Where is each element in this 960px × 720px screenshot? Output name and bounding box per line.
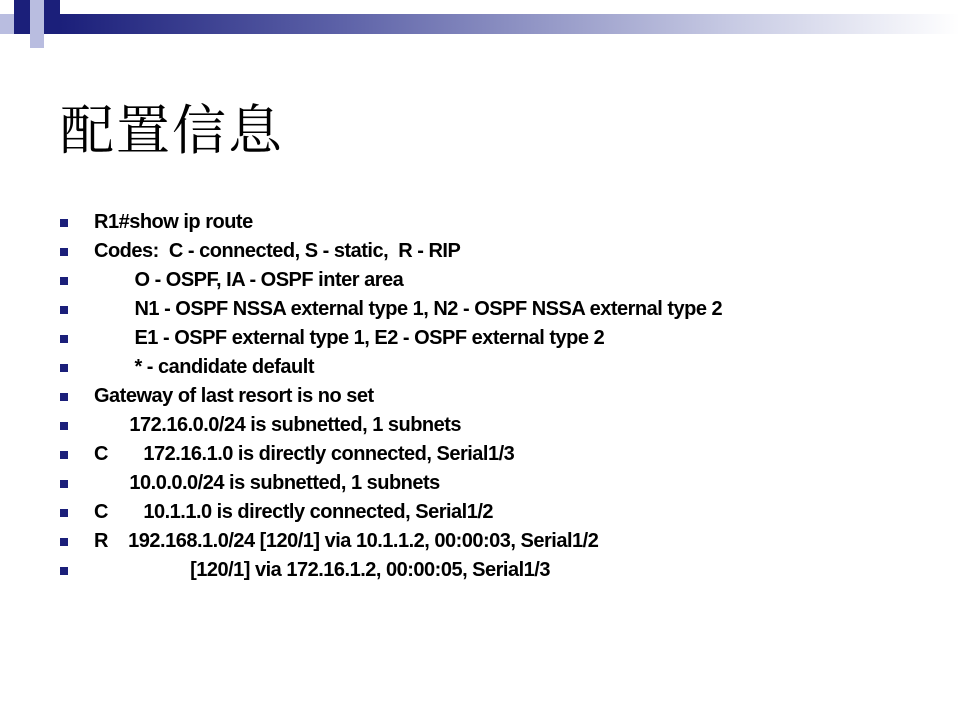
decor-square <box>14 0 30 14</box>
list-item-text: * - candidate default <box>94 356 314 378</box>
square-bullet-icon <box>60 335 68 343</box>
square-bullet-icon <box>60 451 68 459</box>
square-bullet-icon <box>60 277 68 285</box>
list-item-text: C 10.1.1.0 is directly connected, Serial1/2 <box>94 501 494 523</box>
square-bullet-icon <box>60 509 68 517</box>
square-bullet-icon <box>60 248 68 256</box>
list-item-text: 10.0.0.0/24 is subnetted, 1 subnets <box>94 472 440 494</box>
square-bullet-icon <box>60 219 68 227</box>
list-item-text: 172.16.0.0/24 is subnetted, 1 subnets <box>94 414 462 436</box>
list-item-text: R 192.168.1.0/24 [120/1] via 10.1.1.2, 00:00:03, Serial1/2 <box>94 530 599 552</box>
list-item-text: O - OSPF, IA - OSPF inter area <box>94 269 404 291</box>
decor-square <box>30 0 44 14</box>
decor-square <box>30 34 44 48</box>
list-item-text: Codes: C - connected, S - static, R - RIP <box>94 240 461 262</box>
decor-square <box>30 14 44 34</box>
list-item-text: N1 - OSPF NSSA external type 1, N2 - OSPF NSSA external type 2 <box>94 298 723 320</box>
square-bullet-icon <box>60 480 68 488</box>
list-item-text: R1#show ip route <box>94 211 253 233</box>
list-item-text: [120/1] via 172.16.1.2, 00:00:05, Serial1/3 <box>94 559 550 581</box>
square-bullet-icon <box>60 567 68 575</box>
decor-square <box>14 14 30 34</box>
list-item-text: Gateway of last resort is no set <box>94 385 374 407</box>
decor-square <box>44 14 60 34</box>
list-item-text: C 172.16.1.0 is directly connected, Serial1/3 <box>94 443 515 465</box>
decor-square <box>44 0 60 14</box>
square-bullet-icon <box>60 306 68 314</box>
list-item-text: E1 - OSPF external type 1, E2 - OSPF external type 2 <box>94 327 605 349</box>
header-gradient-bar <box>60 14 960 34</box>
header-decoration <box>0 0 960 50</box>
decor-square <box>0 14 14 34</box>
square-bullet-icon <box>60 364 68 372</box>
square-bullet-icon <box>60 422 68 430</box>
square-bullet-icon <box>60 538 68 546</box>
square-bullet-icon <box>60 393 68 401</box>
slide-title: 配置信息 <box>60 99 284 162</box>
